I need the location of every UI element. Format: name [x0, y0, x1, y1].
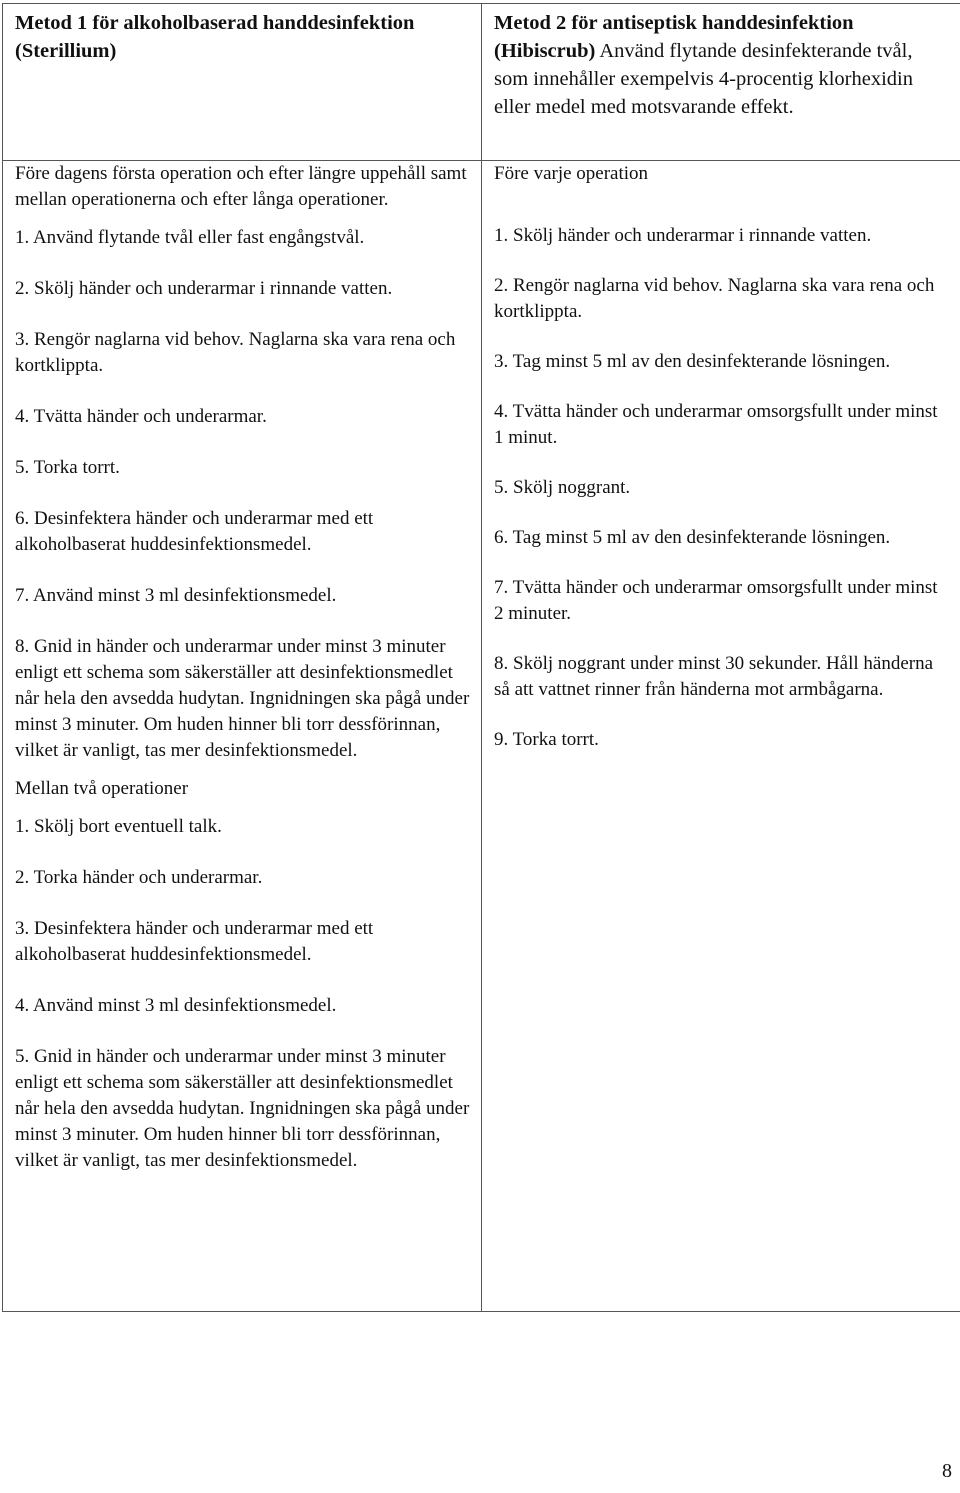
method2-title-rest: Använd flytande desinfekterande tvål, som innehåller exempelvis 4-procentig klorhexidin eller medel med motsvarande effekt.	[494, 40, 913, 118]
method1-step: 5. Torka torrt.	[15, 457, 120, 478]
method2-step: 6. Tag minst 5 ml av den desinfekterande lösningen.	[494, 527, 891, 548]
method2-title-bold: Metod 2 för antiseptisk handdesinfektion (Hibiscrub)	[494, 12, 854, 62]
between-step: 4. Använd minst 3 ml desinfektionsmedel.	[15, 995, 337, 1016]
method2-step: 9. Torka torrt.	[494, 729, 599, 750]
method2-step: 4. Tvätta händer och underarmar omsorgsfullt under minst 1 minut.	[494, 401, 938, 448]
method2-step: 1. Skölj händer och underarmar i rinnande vatten.	[494, 225, 872, 246]
method1-title: Metod 1 för alkoholbaserad handdesinfektion (Sterillium)	[15, 12, 415, 62]
method2-header-cell	[482, 4, 960, 161]
method1-step: 7. Använd minst 3 ml desinfektionsmedel.	[15, 585, 337, 606]
method2-intro: Före varje operation	[494, 163, 649, 184]
method1-step: 1. Använd flytande tvål eller fast engångstvål.	[15, 227, 365, 248]
method2-step: 2. Rengör naglarna vid behov. Naglarna ska vara rena och kortklippta.	[494, 275, 935, 322]
between-heading: Mellan två operationer	[15, 778, 189, 799]
method2-step: 8. Skölj noggrant under minst 30 sekunder. Håll händerna så att vattnet rinner från händerna mot armbågarna.	[494, 653, 934, 700]
body-row	[3, 161, 960, 1312]
method2-title	[494, 9, 950, 121]
method2-step: 7. Tvätta händer och underarmar omsorgsfullt under minst 2 minuter.	[494, 577, 938, 624]
method1-header-cell	[3, 4, 482, 161]
page-number: 8	[942, 1460, 952, 1482]
method1-intro: Före dagens första operation och efter längre uppehåll samt mellan operationerna och efter långa operationer.	[15, 163, 467, 210]
between-step: 3. Desinfektera händer och underarmar med ett alkoholbaserat huddesinfektionsmedel.	[15, 918, 374, 965]
method2-body-cell	[482, 161, 960, 1312]
method1-step: 8. Gnid in händer och underarmar under minst 3 minuter enligt ett schema som säkerställer att desinfektionsmedlet når hela den avsedda hudytan. Ingnidningen ska pågå under minst 3 minuter. Om huden hinner bli torr dessförinnan, vilket är vanligt, tas mer desinfektionsmedel.	[15, 636, 470, 761]
method2-step: 3. Tag minst 5 ml av den desinfekterande lösningen.	[494, 351, 891, 372]
method2-step: 5. Skölj noggrant.	[494, 477, 631, 498]
header-row	[3, 4, 960, 161]
method1-step: 6. Desinfektera händer och underarmar med ett alkoholbaserat huddesinfektionsmedel.	[15, 508, 374, 555]
method1-body-cell	[3, 161, 482, 1312]
procedure-table	[2, 3, 960, 1312]
method1-step: 3. Rengör naglarna vid behov. Naglarna ska vara rena och kortklippta.	[15, 329, 456, 376]
method1-step: 4. Tvätta händer och underarmar.	[15, 406, 267, 427]
between-step: 5. Gnid in händer och underarmar under minst 3 minuter enligt ett schema som säkerställer att desinfektionsmedlet når hela den avsedda hudytan. Ingnidningen ska pågå under minst 3 minuter. Om huden hinner bli torr dessförinnan, vilket är vanligt, tas mer desinfektionsmedel.	[15, 1046, 470, 1171]
between-step: 2. Torka händer och underarmar.	[15, 867, 263, 888]
between-step: 1. Skölj bort eventuell talk.	[15, 816, 222, 837]
method1-step: 2. Skölj händer och underarmar i rinnande vatten.	[15, 278, 393, 299]
